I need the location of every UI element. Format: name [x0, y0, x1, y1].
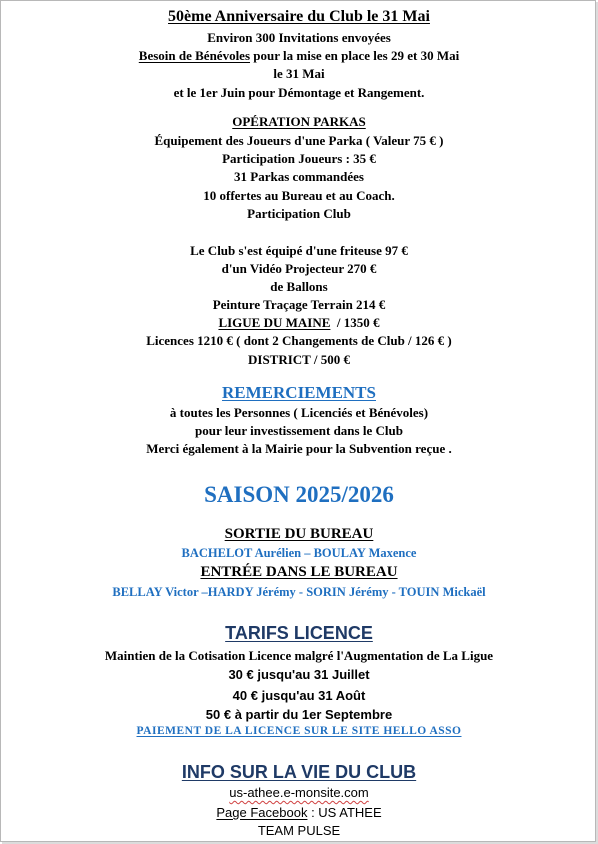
tarif-price: 30 € jusqu'au 31 Juillet	[228, 667, 370, 682]
joining-heading: ENTRÉE DANS LE BUREAU	[200, 564, 398, 580]
equipment-line: de Ballons	[270, 279, 328, 294]
info-heading: INFO SUR LA VIE DU CLUB	[181, 762, 417, 782]
website-line	[1, 786, 597, 799]
district-line: DISTRICT / 500 €	[248, 352, 350, 367]
anniversary-line	[1, 49, 597, 62]
ligue-amount: / 1350 €	[330, 315, 380, 330]
thanks-heading: REMERCIEMENTS	[222, 383, 376, 402]
thanks-line: pour leur investissement dans le Club	[195, 423, 403, 438]
team-line: TEAM PULSE	[257, 823, 341, 838]
parkas-heading: OPÉRATION PARKAS	[232, 114, 366, 129]
facebook-line	[1, 806, 597, 819]
anniversary-line: le 31 Mai	[273, 66, 325, 81]
parkas-line: Équipement des Joueurs d'une Parka ( Valeur 75 € )	[154, 133, 444, 148]
leaving-heading: SORTIE DU BUREAU	[224, 526, 374, 542]
tarifs-intro: Maintien de la Cotisation Licence malgré l'Augmentation de La Ligue	[104, 648, 494, 663]
joining-names: BELLAY Victor –HARDY Jérémy - SORIN Jérémy - TOUIN Mickaël	[112, 585, 486, 599]
anniversary-line: Environ 300 Invitations envoyées	[207, 30, 391, 45]
licences-line: Licences 1210 € ( dont 2 Changements de Club / 126 € )	[146, 333, 452, 348]
tarif-price: 50 € à partir du 1er Septembre	[205, 707, 393, 722]
facebook-label[interactable]: Page Facebook	[216, 805, 308, 820]
season-heading: SAISON 2025/2026	[204, 482, 394, 507]
anniversary-title: 50ème Anniversaire du Club le 31 Mai	[168, 8, 430, 25]
volunteers-label: Besoin de Bénévoles	[138, 48, 251, 63]
ligue-line	[1, 316, 597, 329]
parkas-line: Participation Joueurs : 35 €	[222, 151, 376, 166]
parkas-line: 10 offertes au Bureau et au Coach.	[203, 188, 395, 203]
parkas-line: Participation Club	[247, 206, 351, 221]
thanks-line: Merci également à la Mairie pour la Subvention reçue .	[146, 441, 452, 456]
equipment-line: Le Club s'est équipé d'une friteuse 97 €	[190, 243, 408, 258]
anniversary-line: et le 1er Juin pour Démontage et Rangement.	[173, 85, 425, 100]
parkas-line: 31 Parkas commandées	[234, 169, 364, 184]
ligue-label: LIGUE DU MAINE	[218, 315, 331, 330]
tarif-price: 40 € jusqu'au 31 Août	[232, 688, 366, 703]
thanks-line: à toutes les Personnes ( Licenciés et Bénévoles)	[169, 405, 429, 420]
website-link[interactable]: us-athee.e-monsite.com	[229, 785, 369, 800]
payment-link[interactable]: PAIEMENT DE LA LICENCE SUR LE SITE HELLO ASSO	[136, 725, 462, 737]
tarifs-heading: TARIFS LICENCE	[225, 623, 373, 643]
equipment-line: d'un Vidéo Projecteur 270 €	[221, 261, 377, 276]
volunteers-text: pour la mise en place les 29 et 30 Mai	[250, 48, 460, 63]
equipment-line: Peinture Traçage Terrain 214 €	[212, 297, 386, 312]
leaving-names: BACHELOT Aurélien – BOULAY Maxence	[181, 546, 417, 560]
facebook-value: : US ATHEE	[307, 805, 382, 820]
